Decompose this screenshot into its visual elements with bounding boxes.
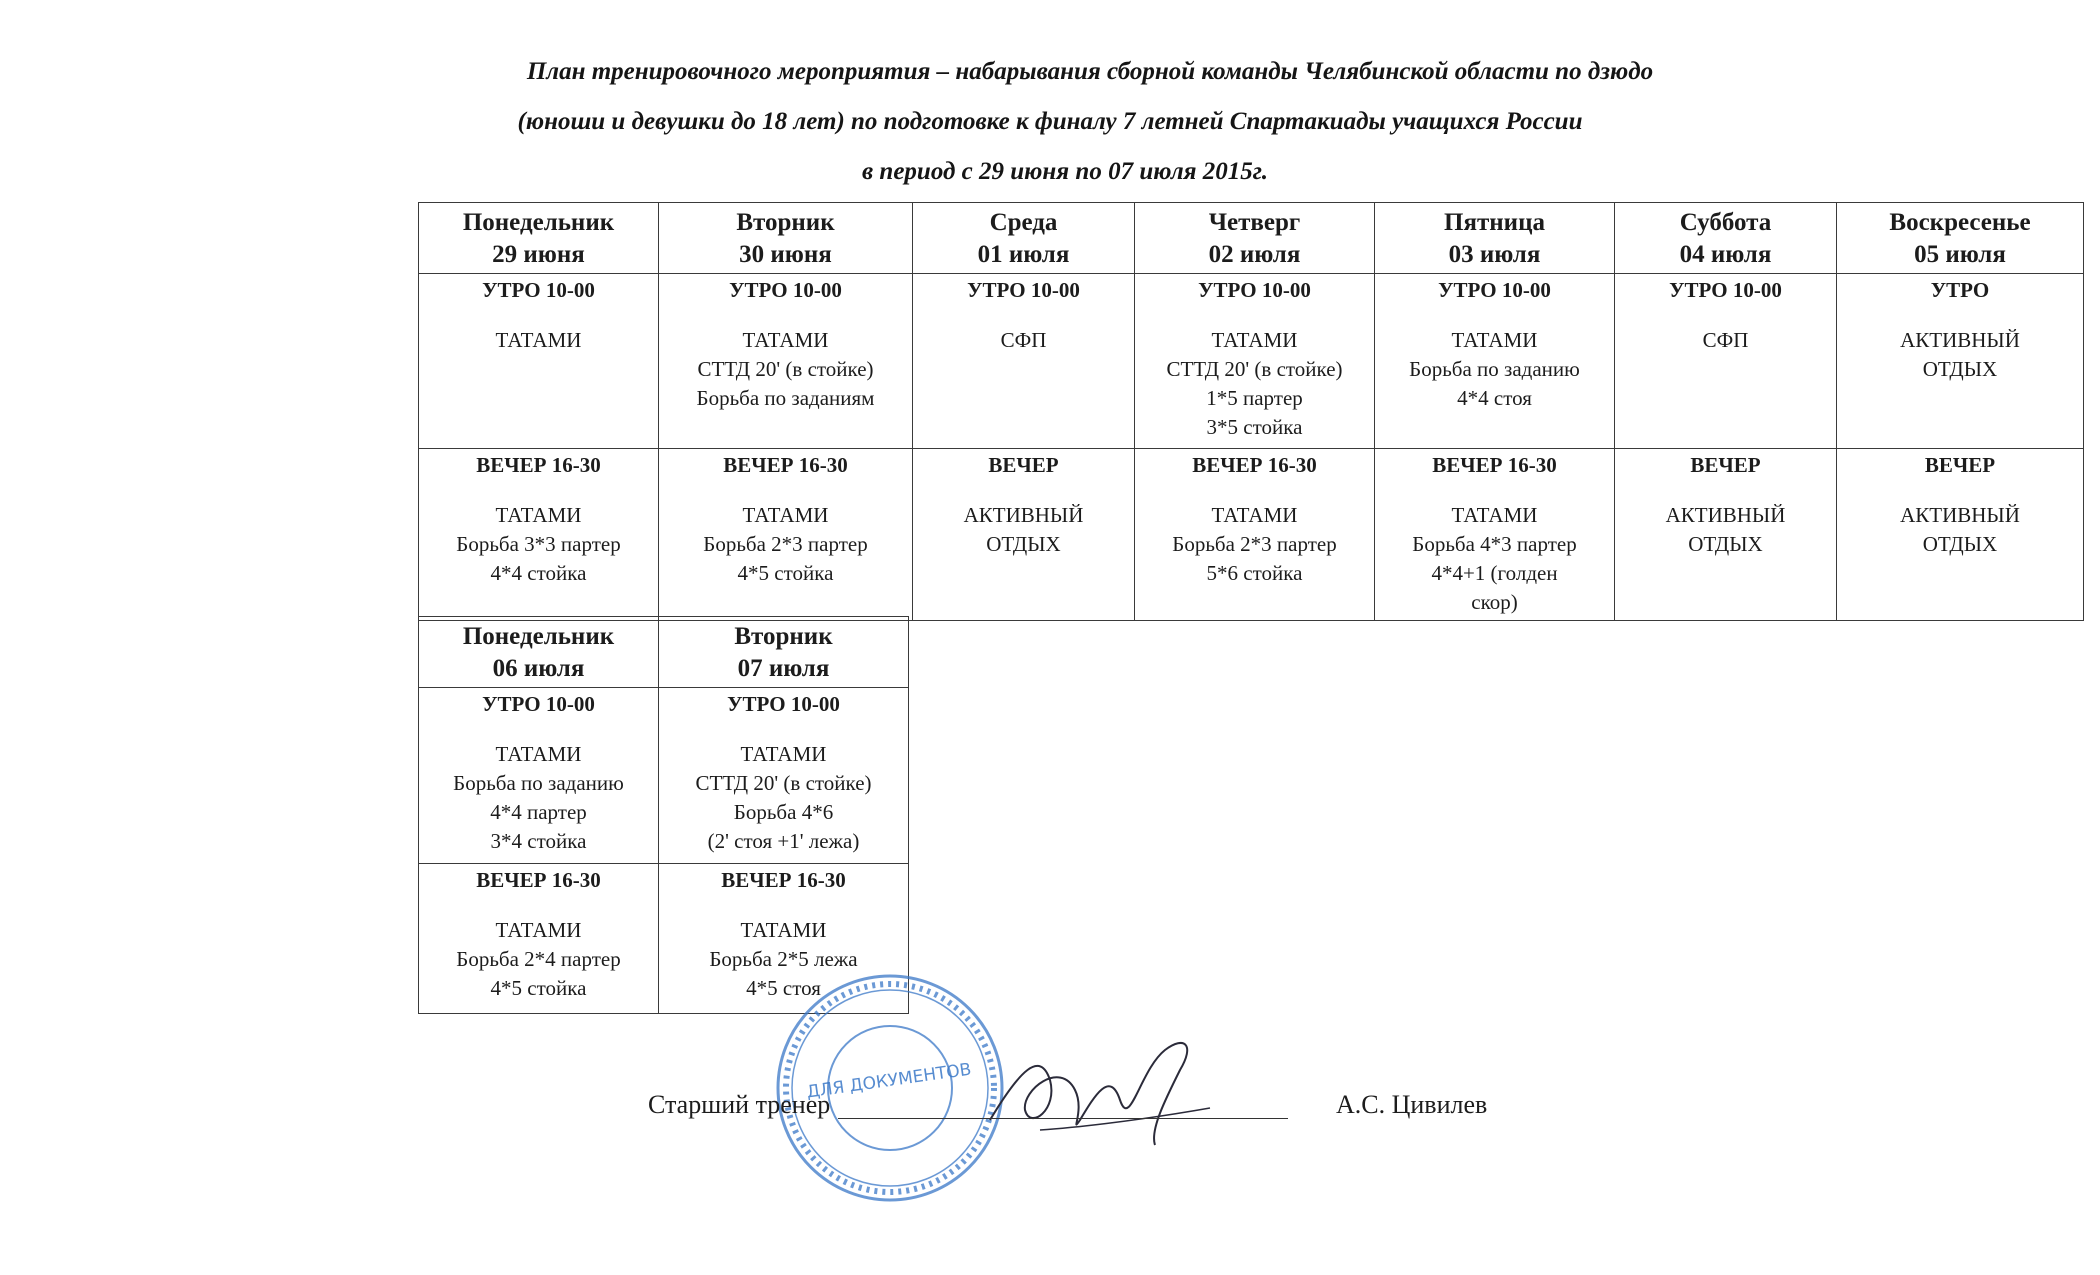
evening-cell: ВЕЧЕР АКТИВНЫЙ ОТДЫХ — [913, 449, 1135, 621]
evening-cell: ВЕЧЕР 16-30 ТАТАМИ Борьба 2*5 лежа 4*5 стоя — [659, 864, 909, 1014]
title-line-3: в период с 29 июня по 07 июля 2015г. — [862, 158, 1268, 185]
morning-cell: УТРО 10-00 ТАТАМИ СТТД 20' (в стойке) Борьба по заданиям — [659, 274, 913, 449]
evening-cell: ВЕЧЕР 16-30 ТАТАМИ Борьба 2*4 партер 4*5 стойка — [419, 864, 659, 1014]
evening-cell: ВЕЧЕР АКТИВНЫЙ ОТДЫХ — [1837, 449, 2084, 621]
morning-cell: УТРО АКТИВНЫЙ ОТДЫХ — [1837, 274, 2084, 449]
evening-cell: ВЕЧЕР 16-30 ТАТАМИ Борьба 2*3 партер 5*6 стойка — [1135, 449, 1375, 621]
day-header: Понедельник 06 июля — [419, 617, 659, 688]
organization-stamp — [770, 968, 1010, 1208]
morning-cell: УТРО 10-00 ТАТАМИ СТТД 20' (в стойке) Борьба 4*6 (2' стоя +1' лежа) — [659, 688, 909, 864]
evening-cell: ВЕЧЕР 16-30 ТАТАМИ Борьба 3*3 партер 4*4 стойка — [419, 449, 659, 621]
morning-cell: УТРО 10-00 ТАТАМИ — [419, 274, 659, 449]
signer-role: Старший тренер — [648, 1090, 831, 1119]
stamp-text: ДЛЯ ДОКУМЕНТОВ — [805, 1059, 973, 1103]
title-line-1: План тренировочного мероприятия – набарывания сборной команды Челябинской области по дзюдо — [526, 58, 1654, 85]
title-line-2: (юноши и девушки до 18 лет) по подготовке к финалу 7 летней Спартакиады учащихся России — [517, 108, 1583, 135]
morning-cell: УТРО 10-00 ТАТАМИ Борьба по заданию 4*4 стоя — [1375, 274, 1615, 449]
morning-cell: УТРО 10-00 СФП — [1615, 274, 1837, 449]
evening-cell: ВЕЧЕР 16-30 ТАТАМИ Борьба 2*3 партер 4*5 стойка — [659, 449, 913, 621]
evening-cell: ВЕЧЕР АКТИВНЫЙ ОТДЫХ — [1615, 449, 1837, 621]
day-header: Суббота 04 июля — [1615, 203, 1837, 274]
day-header: Воскресенье 05 июля — [1837, 203, 2084, 274]
schedule-week-1 — [418, 202, 2084, 621]
signer-name: А.С. Цивилев — [1336, 1090, 1488, 1119]
morning-cell: УТРО 10-00 ТАТАМИ Борьба по заданию 4*4 партер 3*4 стойка — [419, 688, 659, 864]
signature-line — [838, 1118, 1288, 1119]
day-header: Вторник 07 июля — [659, 617, 909, 688]
morning-cell: УТРО 10-00 ТАТАМИ СТТД 20' (в стойке) 1*5 партер 3*5 стойка — [1135, 274, 1375, 449]
signature — [980, 1010, 1220, 1160]
day-header: Среда 01 июля — [913, 203, 1135, 274]
evening-cell: ВЕЧЕР 16-30 ТАТАМИ Борьба 4*3 партер 4*4+1 (голден скор) — [1375, 449, 1615, 621]
morning-cell: УТРО 10-00 СФП — [913, 274, 1135, 449]
day-header: Пятница 03 июля — [1375, 203, 1615, 274]
schedule-week-2 — [418, 616, 909, 1014]
day-header: Понедельник 29 июня — [419, 203, 659, 274]
day-header: Вторник 30 июня — [659, 203, 913, 274]
day-header: Четверг 02 июля — [1135, 203, 1375, 274]
